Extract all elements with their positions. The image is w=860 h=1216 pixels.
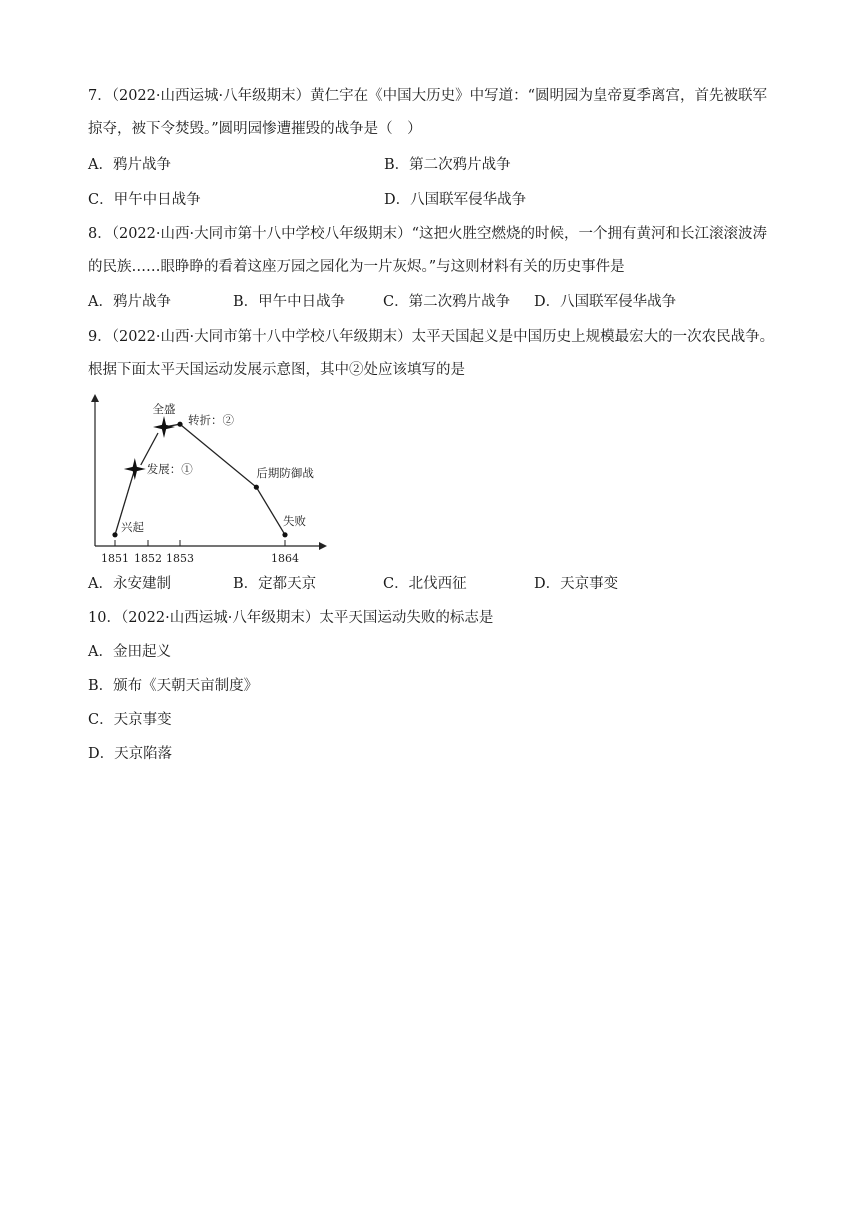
point-label-0: 兴起 (121, 519, 144, 534)
chart-ticks (101, 540, 299, 565)
question-10-option-b[interactable]: B．颁布《天朝天亩制度》 (88, 678, 259, 694)
point-label-2: 全盛 (152, 402, 176, 416)
question-9-option-b[interactable]: B．定都天京 (233, 576, 317, 592)
x-tick-label-1853: 1853 (166, 552, 194, 565)
question-9-option-d[interactable]: D．天京事变 (534, 576, 619, 592)
point-dot-5 (282, 532, 287, 537)
question-10-option-d[interactable]: D．天京陷落 (88, 746, 173, 762)
point-label-3: 转折：② (188, 413, 234, 428)
question-8-option-b[interactable]: B．甲午中日战争 (233, 294, 346, 310)
y-axis-arrow (91, 394, 99, 402)
chart-labels (121, 402, 314, 534)
question-7-option-d[interactable]: D．八国联军侵华战争 (384, 192, 527, 208)
question-7-line-1: 7．（2022·山西运城·八年级期末）黄仁宇在《中国大历史》中写道：“圆明园为皇帝夏季离宫，首先被联军 (88, 88, 768, 104)
question-7-line-2: 掠夺，被下令焚毁。”圆明园惨遭摧毁的战争是（ ） (88, 121, 422, 137)
point-dot-4 (254, 485, 259, 490)
question-8-option-d[interactable]: D．八国联军侵华战争 (534, 294, 677, 310)
point-star-2 (153, 416, 175, 438)
point-label-1: 发展：① (146, 462, 193, 476)
question-9-line-1: 9．（2022·山西·大同市第十八中学校八年级期末）太平天国起义是中国历史上规模最宏大的一次农民战争。 (88, 329, 775, 345)
series-segment-5 (256, 487, 285, 535)
x-tick-label-1864: 1864 (271, 552, 299, 565)
point-label-4: 后期防御战 (256, 466, 314, 481)
point-dot-3 (177, 422, 182, 427)
question-8-option-a[interactable]: A．鸦片战争 (88, 294, 171, 310)
x-axis-arrow (319, 542, 327, 550)
question-8-line-2: 的民族……眼睁睁的看着这座万园之园化为一片灰烬。”与这则材料有关的历史事件是 (88, 259, 625, 275)
taiping-movement-chart (85, 390, 345, 575)
point-dot-0 (112, 532, 117, 537)
question-9-option-a[interactable]: A．永安建制 (88, 576, 171, 592)
series-segment-2 (141, 433, 158, 465)
point-label-5: 失败 (283, 513, 306, 528)
question-9-line-2: 根据下面太平天国运动发展示意图，其中②处应该填写的是 (88, 362, 465, 378)
question-8-line-1: 8．（2022·山西·大同市第十八中学校八年级期末）“这把火胜空燃烧的时候，一个拥有黄河和长江滚滚波涛 (88, 226, 768, 242)
x-tick-label-1852: 1852 (134, 552, 162, 565)
series-segment-4 (180, 424, 256, 487)
question-10-option-a[interactable]: A．金田起义 (88, 644, 171, 660)
question-7-option-b[interactable]: B．第二次鸦片战争 (384, 157, 511, 173)
question-9-option-c[interactable]: C．北伐西征 (383, 576, 467, 592)
question-10-option-c[interactable]: C．天京事变 (88, 712, 172, 728)
question-7-option-c[interactable]: C．甲午中日战争 (88, 192, 201, 208)
question-10-line-1: 10．（2022·山西运城·八年级期末）太平天国运动失败的标志是 (88, 610, 494, 626)
question-7-option-a[interactable]: A．鸦片战争 (88, 157, 171, 173)
x-tick-label-1851: 1851 (101, 552, 129, 565)
question-8-option-c[interactable]: C．第二次鸦片战争 (383, 294, 511, 310)
